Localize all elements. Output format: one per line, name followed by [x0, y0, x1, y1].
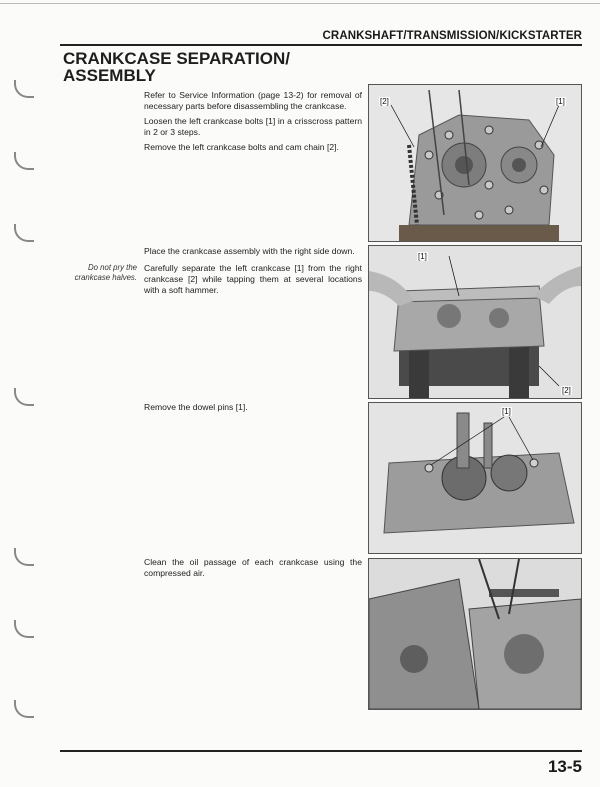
crankcase-bolts-illustration: [369, 85, 581, 241]
callout-label: [1]: [556, 97, 565, 106]
binder-hole: [14, 80, 34, 98]
figure-dowel-pins: [368, 402, 582, 554]
binder-hole: [14, 620, 34, 638]
binder-hole: [14, 700, 34, 718]
step-loosen-bolts: Loosen the left crankcase bolts [1] in a crisscross pattern in 2 or 3 steps.: [144, 116, 362, 137]
step-place-assembly: Place the crankcase assembly with the right side down.: [144, 246, 355, 256]
callout-label: [2]: [562, 386, 571, 395]
page-title-line-2: ASSEMBLY: [63, 66, 156, 85]
binder-hole: [14, 224, 34, 242]
step-clean-oil-passage: Clean the oil passage of each crankcase using the compressed air.: [144, 557, 362, 578]
figure-crankcase-bolts: [368, 84, 582, 242]
separate-crankcase-illustration: [369, 246, 581, 398]
binder-hole: [14, 388, 34, 406]
section-title: CRANKSHAFT/TRANSMISSION/KICKSTARTER: [322, 30, 582, 42]
page-number: 13-5: [547, 757, 582, 776]
caution-note: Do not pry the crankcase halves.: [74, 263, 137, 283]
step-separate-crankcase: Carefully separate the left crankcase [1] from the right crankcase [2] while tapping them at several locations with a soft hammer.: [144, 263, 362, 295]
binder-hole: [14, 152, 34, 170]
step-refer-service-info: Refer to Service Information (page 13-2) for removal of necessary parts before disassembling the crankcase.: [144, 90, 362, 111]
top-edge-rule: [0, 3, 600, 4]
header-rule: [60, 44, 582, 46]
callout-label: [1]: [502, 407, 511, 416]
dowel-pins-illustration: [369, 403, 581, 553]
callout-label: [2]: [380, 97, 389, 106]
step-remove-dowel-pins: Remove the dowel pins [1].: [144, 402, 248, 412]
figure-separate-crankcase: [368, 245, 582, 399]
oil-passage-illustration: [369, 559, 581, 709]
page-title: [63, 50, 290, 84]
footer-rule: [60, 750, 582, 752]
step-remove-bolts: Remove the left crankcase bolts and cam chain [2].: [144, 142, 339, 152]
callout-label: [1]: [418, 252, 427, 261]
figure-oil-passage: [368, 558, 582, 710]
binder-hole: [14, 548, 34, 566]
page-title-line-1: CRANKCASE SEPARATION/: [63, 49, 290, 68]
